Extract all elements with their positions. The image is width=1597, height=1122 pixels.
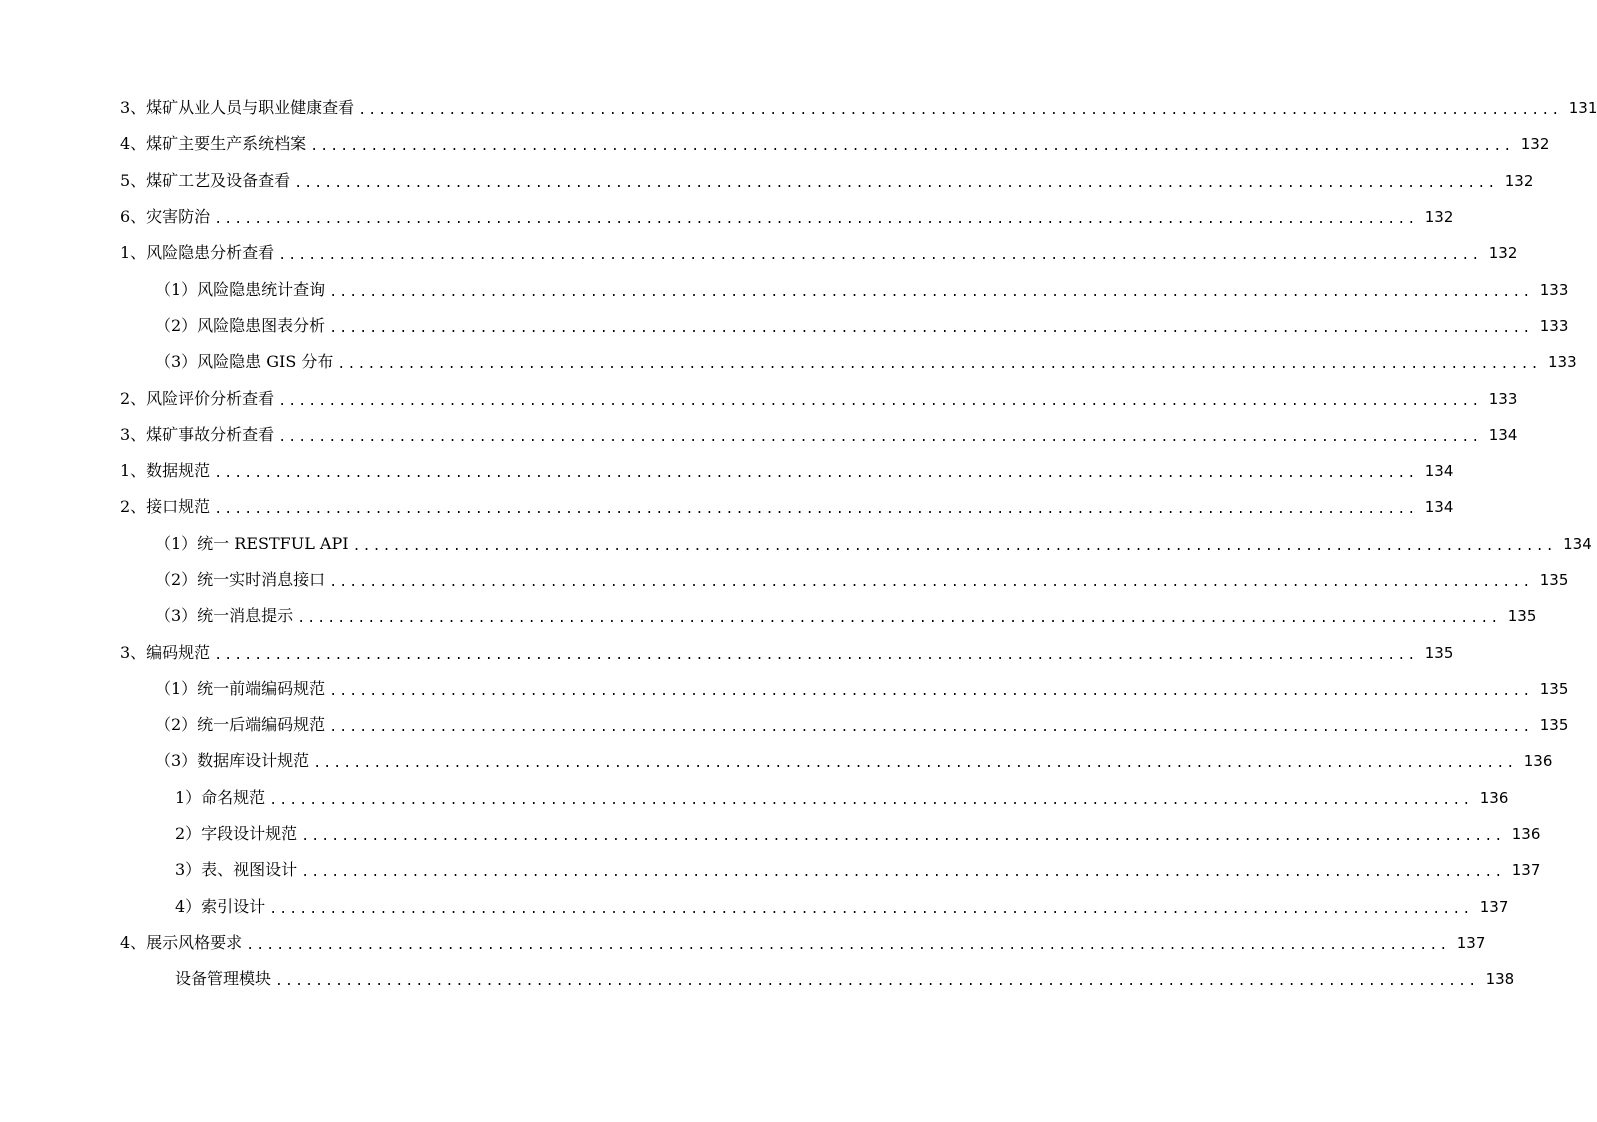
toc-entry[interactable] — [0, 199, 1454, 235]
toc-entry-page: 133 — [1539, 280, 1569, 299]
dot-leader: ........................................................................................................................ — [214, 647, 1418, 663]
toc-entry-page: 137 — [1479, 897, 1509, 916]
toc-entry-page: 134 — [1424, 462, 1454, 481]
dot-leader: ........................................................................................................................ — [214, 502, 1418, 518]
toc-entry-title: 设备管理模块 — [175, 969, 272, 989]
toc-entry-title: 4）索引设计 — [175, 896, 266, 916]
toc-entry-page: 132 — [1520, 135, 1550, 154]
toc-entry-page: 137 — [1511, 861, 1541, 880]
toc-entry-title: 1、数据规范 — [120, 461, 211, 481]
toc-entry[interactable] — [0, 961, 1515, 997]
toc-entry-page: 135 — [1539, 571, 1569, 589]
toc-entry[interactable] — [0, 634, 1454, 670]
toc-entry-page: 136 — [1479, 788, 1509, 807]
toc-entry-title: 6、灾害防治 — [120, 207, 211, 227]
toc-entry-title: （2）统一后端编码规范 — [155, 715, 326, 735]
dot-leader: ........................................................................................................................ — [310, 139, 1514, 155]
dot-leader: ........................................................................................................................ — [358, 103, 1562, 119]
toc-entry[interactable] — [0, 780, 1509, 816]
toc-entry[interactable] — [0, 598, 1537, 634]
toc-entry-title: （3）风险隐患 GIS 分布 — [155, 352, 334, 372]
toc-entry-page: 135 — [1539, 716, 1569, 735]
toc-entry[interactable] — [0, 417, 1518, 453]
toc-entry-title: 5、煤矿工艺及设备查看 — [120, 170, 291, 190]
toc-entry-page: 134 — [1488, 425, 1518, 444]
toc-entry-title: 2、接口规范 — [120, 497, 211, 517]
toc-entry[interactable] — [0, 489, 1454, 525]
toc-entry-title: 1、风险隐患分析查看 — [120, 243, 275, 263]
dot-leader: ........................................................................................................................ — [269, 901, 1473, 917]
toc-entry-page: 133 — [1539, 316, 1569, 335]
toc-entry-page: 136 — [1511, 825, 1541, 844]
toc-entry-page: 138 — [1485, 970, 1515, 989]
toc-entry-title: （2）风险隐患图表分析 — [155, 315, 326, 335]
toc-entry-page: 133 — [1488, 389, 1518, 408]
toc-entry-page: 134 — [1563, 534, 1592, 553]
dot-leader: ........................................................................................................................ — [301, 865, 1505, 881]
toc-entry[interactable] — [0, 743, 1553, 779]
toc-entry[interactable] — [0, 271, 1569, 307]
toc-entry[interactable] — [0, 526, 1592, 562]
dot-leader: ........................................................................................................................ — [294, 175, 1498, 191]
toc-entry-title: （3）统一消息提示 — [155, 606, 294, 626]
dot-leader: ........................................................................................................................ — [214, 212, 1418, 228]
toc-entry-title: 4、煤矿主要生产系统档案 — [120, 134, 307, 154]
toc-entry-page: 134 — [1424, 498, 1454, 517]
toc-entry[interactable] — [0, 344, 1577, 380]
toc-entry-title: 3、煤矿从业人员与职业健康查看 — [120, 98, 355, 118]
dot-leader: ........................................................................................................................ — [329, 320, 1533, 336]
toc-entry-title: 2、风险评价分析查看 — [120, 388, 275, 408]
dot-leader: ........................................................................................................................ — [329, 284, 1533, 300]
toc-entry-page: 133 — [1547, 353, 1577, 372]
toc-entry-title: （1）风险隐患统计查询 — [155, 279, 326, 299]
dot-leader: ........................................................................................................................ — [329, 575, 1533, 590]
toc-entry-title: （1）统一 RESTFUL API — [155, 533, 349, 553]
toc-entry[interactable] — [0, 671, 1569, 707]
dot-leader: ........................................................................................................................ — [269, 792, 1473, 808]
table-of-contents — [0, 90, 1597, 997]
toc-entry[interactable] — [0, 925, 1486, 961]
dot-leader: ........................................................................................................................ — [297, 611, 1501, 627]
toc-entry-page: 131 — [1568, 99, 1597, 118]
dot-leader: ........................................................................................................................ — [278, 429, 1482, 445]
dot-leader: ........................................................................................................................ — [214, 466, 1418, 482]
toc-entry[interactable] — [0, 90, 1597, 126]
dot-leader: ........................................................................................................................ — [278, 393, 1482, 409]
toc-entry-title: 3）表、视图设计 — [175, 860, 298, 880]
toc-entry[interactable] — [0, 816, 1541, 852]
toc-entry[interactable] — [0, 380, 1518, 416]
toc-entry-page: 137 — [1456, 933, 1486, 952]
dot-leader: ........................................................................................................................ — [246, 937, 1450, 953]
toc-entry-page: 135 — [1507, 607, 1537, 626]
toc-entry-page: 135 — [1539, 679, 1569, 698]
toc-entry[interactable] — [0, 126, 1550, 162]
toc-entry-title: 2）字段设计规范 — [175, 824, 298, 844]
toc-entry[interactable] — [0, 562, 1569, 598]
dot-leader: ........................................................................................................................ — [313, 756, 1517, 772]
toc-entry[interactable] — [0, 163, 1534, 199]
dot-leader: ........................................................................................................................ — [278, 248, 1482, 264]
dot-leader: ........................................................................................................................ — [352, 538, 1556, 554]
dot-leader: ........................................................................................................................ — [337, 357, 1541, 373]
toc-entry[interactable] — [0, 235, 1518, 271]
toc-entry[interactable] — [0, 707, 1569, 743]
toc-entry-title: 3、煤矿事故分析查看 — [120, 424, 275, 444]
toc-entry-page: 132 — [1504, 171, 1534, 190]
dot-leader: ........................................................................................................................ — [301, 829, 1505, 845]
toc-entry-title: （3）数据库设计规范 — [155, 751, 310, 771]
dot-leader: ........................................................................................................................ — [329, 683, 1533, 699]
toc-entry-page: 132 — [1424, 208, 1454, 227]
toc-entry[interactable] — [0, 852, 1541, 888]
toc-entry[interactable] — [0, 308, 1569, 344]
toc-entry-page: 136 — [1523, 752, 1553, 771]
toc-entry-page: 135 — [1424, 643, 1454, 662]
dot-leader: ........................................................................................................................ — [275, 974, 1479, 990]
toc-entry-title: 1）命名规范 — [175, 787, 266, 807]
toc-entry[interactable] — [0, 889, 1509, 925]
toc-entry-title: 4、展示风格要求 — [120, 932, 243, 952]
toc-entry-title: （2）统一实时消息接口 — [155, 570, 326, 589]
dot-leader: ........................................................................................................................ — [329, 720, 1533, 736]
toc-entry-title: 3、编码规范 — [120, 642, 211, 662]
toc-entry-title: （1）统一前端编码规范 — [155, 678, 326, 698]
toc-entry[interactable] — [0, 453, 1454, 489]
toc-entry-page: 132 — [1488, 244, 1518, 263]
